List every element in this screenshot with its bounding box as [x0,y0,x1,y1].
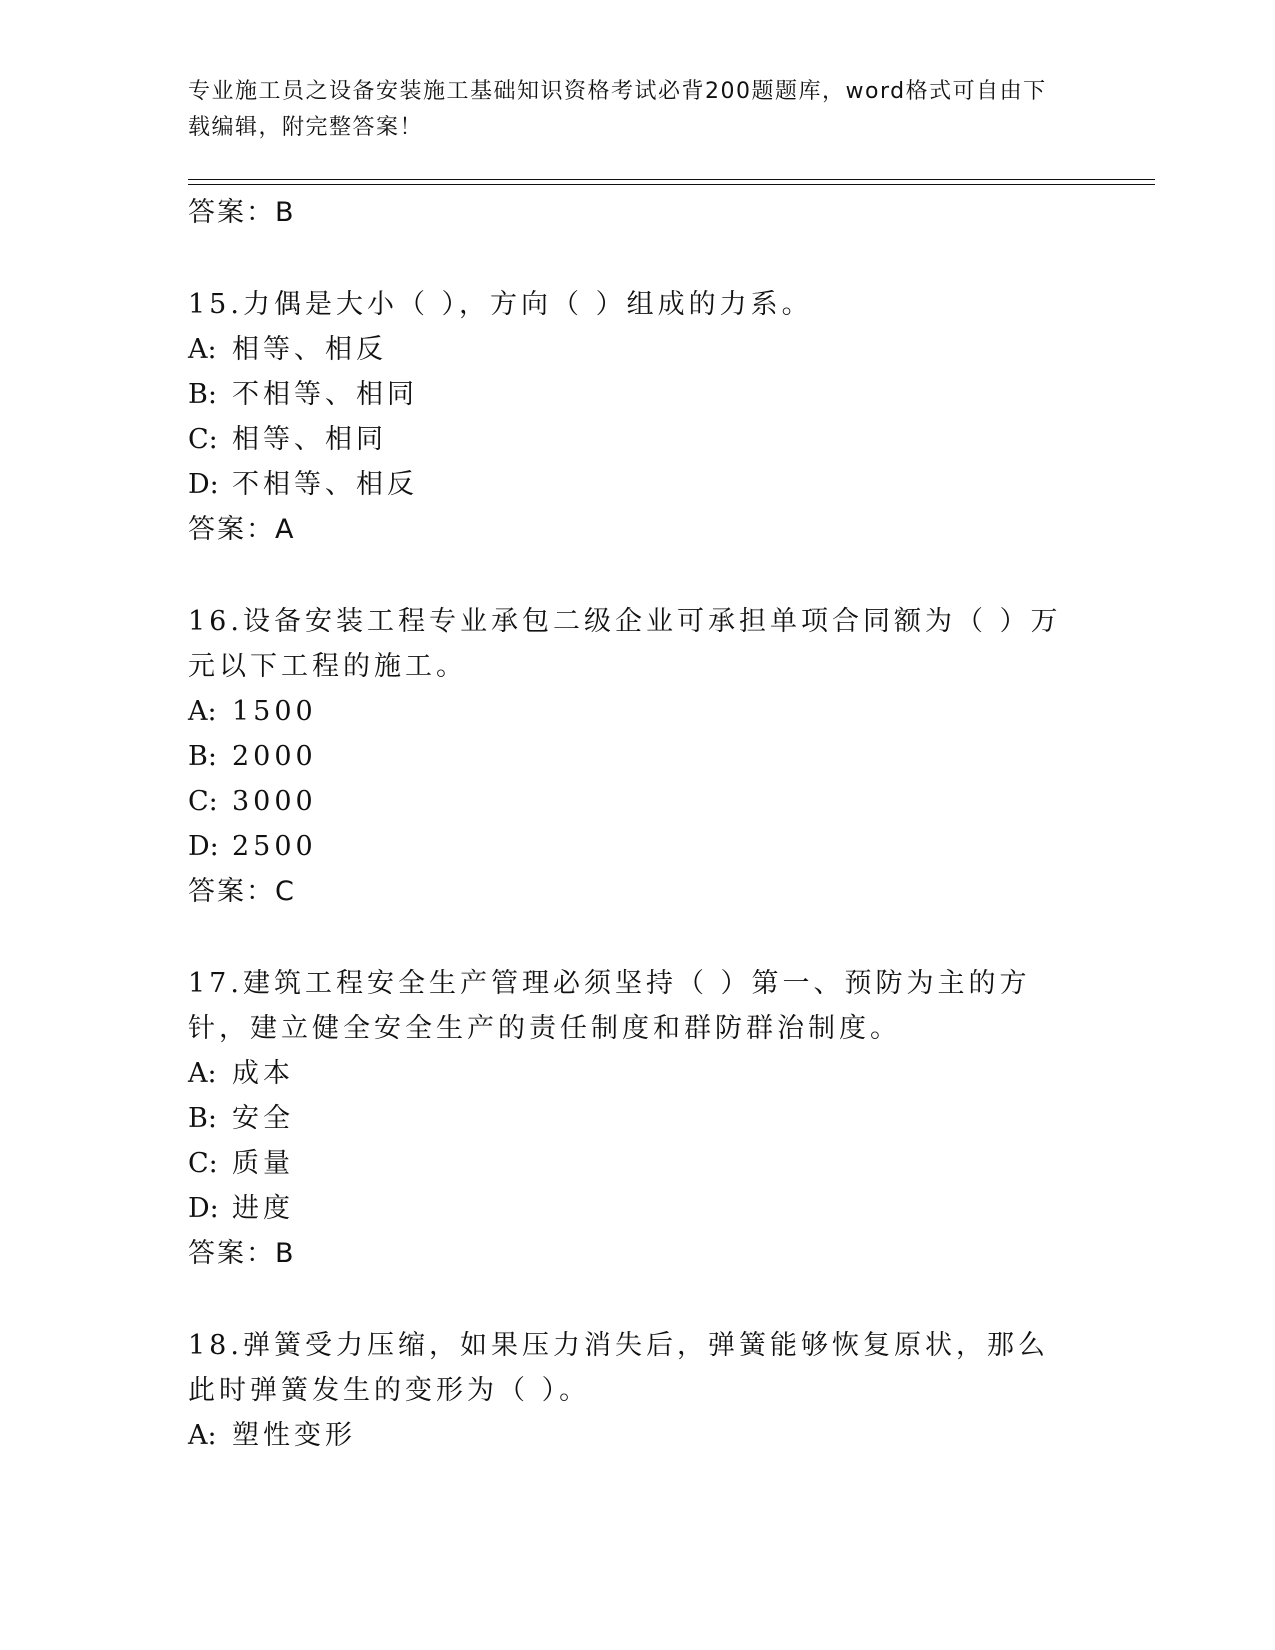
option-letter: D: [188,469,219,500]
option-a [188,1413,1068,1458]
option-letter: A: [188,334,217,365]
option-letter: C: [188,1148,218,1179]
option-a [188,689,1068,734]
option-letter: B: [188,379,217,410]
option-text: 质量 [232,1148,294,1179]
option-text: 3000 [232,786,317,817]
question-block [188,282,1068,552]
option-letter: B: [188,741,217,772]
option-text: 相等、相同 [232,424,387,455]
question-content [188,190,1068,1458]
option-letter: A: [188,1420,217,1451]
answer-line: 答案：C [188,876,296,907]
spacer [188,914,1068,961]
option-letter: D: [188,1193,219,1224]
option-text: 成本 [232,1058,294,1089]
question-text: 16.设备安装工程专业承包二级企业可承担单项合同额为（ ）万元以下工程的施工。 [188,606,1062,682]
option-d [188,462,1068,507]
option-letter: A: [188,696,217,727]
document-header: 专业施工员之设备安装施工基础知识资格考试必背200题题库，word格式可自由下载编辑，附完整答案！ [188,79,1047,140]
option-c [188,1141,1068,1186]
option-text: 进度 [232,1193,294,1224]
option-text: 1500 [232,696,317,727]
spacer [188,235,1068,282]
option-text: 不相等、相同 [232,379,418,410]
answer-line: 答案：B [188,197,296,228]
header-rule-top [188,179,1155,180]
option-d [188,824,1068,869]
answer-line: 答案：B [188,1238,296,1269]
option-b [188,734,1068,779]
option-d [188,1186,1068,1231]
option-text: 安全 [232,1103,294,1134]
answer-line: 答案：A [188,514,296,545]
option-letter: B: [188,1103,217,1134]
option-text: 2000 [232,741,317,772]
question-text: 15.力偶是大小（ ），方向（ ）组成的力系。 [188,289,813,320]
option-a [188,1051,1068,1096]
question-block [188,599,1068,914]
option-text: 塑性变形 [232,1420,356,1451]
option-c [188,779,1068,824]
option-a [188,327,1068,372]
option-letter: A: [188,1058,217,1089]
spacer [188,552,1068,599]
option-text: 2500 [232,831,317,862]
option-b [188,372,1068,417]
option-letter: C: [188,786,218,817]
question-block [188,961,1068,1276]
option-text: 不相等、相反 [232,469,418,500]
header-rule-bottom [188,184,1155,185]
option-letter: C: [188,424,218,455]
spacer [188,1276,1068,1323]
option-text: 相等、相反 [232,334,387,365]
option-letter: D: [188,831,219,862]
question-block [188,1323,1068,1458]
option-c [188,417,1068,462]
option-b [188,1096,1068,1141]
question-text: 17.建筑工程安全生产管理必须坚持（ ）第一、预防为主的方针，建立健全安全生产的责任制度和群防群治制度。 [188,968,1031,1044]
question-text: 18.弹簧受力压缩，如果压力消失后，弹簧能够恢复原状，那么此时弹簧发生的变形为（ ）。 [188,1330,1049,1406]
